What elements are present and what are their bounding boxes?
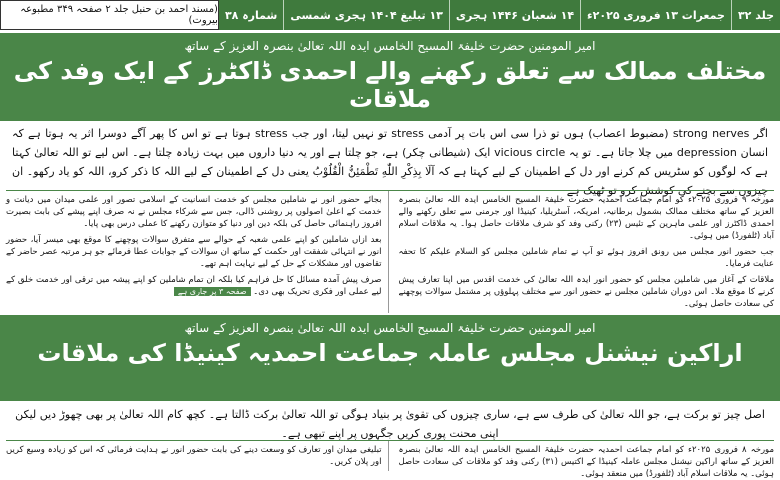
- shamsi-date: ۱۳ تبلیغ ۱۴۰۴ ہجری شمسی: [283, 0, 449, 30]
- hijri-date: ۱۴ شعبان ۱۴۴۶ ہجری: [449, 0, 580, 30]
- volume-number: جلد ۳۲: [731, 0, 780, 30]
- article2-title: اراکین نیشنل مجلس عاملہ جماعت احمدیہ کینیڈا کی ملاقات: [37, 339, 743, 367]
- article1-column-left: [6, 191, 389, 313]
- article2-column-left: [6, 441, 389, 471]
- article2-intro: اصل چیز تو برکت ہے، جو اللہ تعالیٰ کی طرف سے ہے، ساری چیزوں کی تقویٰ پر بنیاد ہوگی تو اللہ تعالیٰ برکت ڈالتا ہے۔ کچھ کام اللہ تعالیٰ پر بھی چھوڑ دیں لیکن اپنی محنت پوری کریں جگہوں پر اپنے تبھی ہے۔: [15, 408, 765, 440]
- article2-columns: [6, 440, 774, 479]
- paragraph-text: صرف پیش آمدہ مسائل کا حل فراہم کیا بلکہ ان تمام شاملین کو اپنے پیشہ میں ترقی اور خدمت خلق کے لیے عملی اور فکری تحریک بھی دی۔: [6, 275, 382, 297]
- article1-column-right: [399, 191, 775, 313]
- paragraph: بجائے حضور انور نے شاملین مجلس کو خدمت انسانیت کے اسلامی تصور اور علمی میدان میں دیانت و خدمت کے اعلیٰ اصولوں پر روشنی ڈالی، جس سے شرکاء مجلس نے نہ صرف اپنے پیشے کی بابت بصیرت افروز راہنمائی حاصل کی بلکہ دین اور دنیا کو متوازن رکھنے کا عملی درس بھی پایا۔: [6, 195, 382, 229]
- article1-title: مختلف ممالک سے تعلق رکھنے والے احمدی ڈاکٹرز کے ایک وفد کی ملاقات: [13, 57, 767, 113]
- paragraph: مورخہ ۹ فروری ۲۰۲۵ء کو امام جماعت احمدیہ حضرت خلیفۃ المسیح الخامس ایدہ اللہ تعالیٰ بنصرہ العزیز کے ساتھ مختلف ممالک بشمول برطانیہ، امریکہ، آسٹریلیا، کینیڈا اور جرمنی سے تعلق رکھنے والے احمدی ڈاکٹرز اور علمی ماہرین کے تئیس (۲۳) رکنی وفد کو شرف ملاقات حاصل ہوا۔ یہ ملاقات اسلام آباد (ٹلفورڈ) میں ہوئی۔: [398, 195, 774, 241]
- article1-subtitle: امیر المومنین حضرت خلیفۃ المسیح الخامس ایدہ اللہ تعالیٰ بنصرہ العزیز کے ساتھ: [184, 39, 596, 53]
- article2-subtitle: امیر المومنین حضرت خلیفۃ المسیح الخامس ایدہ اللہ تعالیٰ بنصرہ العزیز کے ساتھ: [184, 321, 596, 335]
- article1-heading: [0, 33, 780, 121]
- article2-column-right: [398, 441, 775, 479]
- masthead-bar: [0, 0, 780, 30]
- gregorian-date: جمعرات ۱۳ فروری ۲۰۲۵ء: [580, 0, 731, 30]
- hadith-reference: (مسند احمد بن حنبل جلد ۲ صفحہ ۳۴۹ مطبوعہ بیروت): [0, 0, 219, 30]
- paragraph: جب حضور انور مجلس میں رونق افروز ہوئے تو آپ نے تمام شاملین مجلس کو السلام علیکم کا تحفہ عنایت فرمایا۔: [398, 247, 774, 269]
- paragraph: مورخہ ۸ فروری ۲۰۲۵ء کو امام جماعت احمدیہ حضرت خلیفۃ المسیح الخامس ایدہ اللہ تعالیٰ بنصرہ العزیز کے ساتھ اراکین نیشنل مجلس عاملہ کینیڈا کے اکتیس (۳۱) رکنی وفد کو ملاقات کی سعادت حاصل ہوئی۔ یہ ملاقات اسلام آباد (ٹلفورڈ) میں منعقد ہوئی۔: [398, 445, 774, 479]
- article1-columns: [6, 190, 774, 313]
- paragraph: تبلیغی میدان اور تعارف کو وسعت دینے کی بابت حضور انور نے ہدایت فرمائی کہ اس کو زیادہ وسیع کریں اور پلان کریں۔: [6, 445, 382, 467]
- issue-number: شمارہ ۳۸: [224, 8, 278, 22]
- article2-heading: [0, 315, 780, 401]
- issue-info: [219, 0, 780, 30]
- paragraph: بعد ازاں شاملین کو اپنے علمی شعبہ کے حوالے سے متفرق سوالات پوچھنے کا موقع بھی میسر آیا، حضور انور نے انتہائی شفقت اور حکمت کے ساتھ ان سوالات کے جوابات عطا فرمائے جو ہر مرتبہ عصر حاضر کے تقاضوں اور مشکلات کے حل کے لیے نہایت اہم تھے۔: [6, 235, 382, 269]
- continued-link[interactable]: صفحہ ۳ پر جاری ہے: [174, 287, 251, 296]
- article1-intro: اگر strong nerves (مضبوط اعصاب) ہوں تو ذرا سی اس بات پر آدمی stress تو نہیں لیتا، اور جب stress ہوتا ہے تو اس کا پھر آگے دوسرا اثر یہ ہوتا ہے کہ انسان depression میں چلا جاتا ہے۔ تو یہ vicious circle ایک (شیطانی چکر) ہے، جو چلتا ہے اور یہ دنیا داروں میں بہت زیادہ چلتا ہے۔ اس لیے تو اللہ تعالیٰ کہتا ہے کہ لوگوں کو سٹریس کم کرنے اور دل کے اطمینان کے لیے کہتا ہے کہ آلَا بِذِكْرِ اللّٰهِ تَطْمَئِنُّ الْقُلُوْبُ یعنی دل کے اطمینان کے لیے اللہ کا ذکر کرو، اللہ کو یاد رکھو۔ ان چیزوں سے بچنے کی کوشش کرو تو ٹھیک ہے: [12, 127, 769, 197]
- paragraph: [6, 274, 382, 298]
- paragraph: ملاقات کے آغاز میں شاملین مجلس کو حضور انور ایدہ اللہ تعالیٰ کی خدمت اقدس میں اپنا تعارف پیش کرنے کا موقع ملا۔ اس دوران شاملین مجلس نے حضور انور سے مختلف پہلوؤں پر مشتمل سوالات پوچھنے کی سعادت حاصل ہوئی۔: [398, 275, 774, 309]
